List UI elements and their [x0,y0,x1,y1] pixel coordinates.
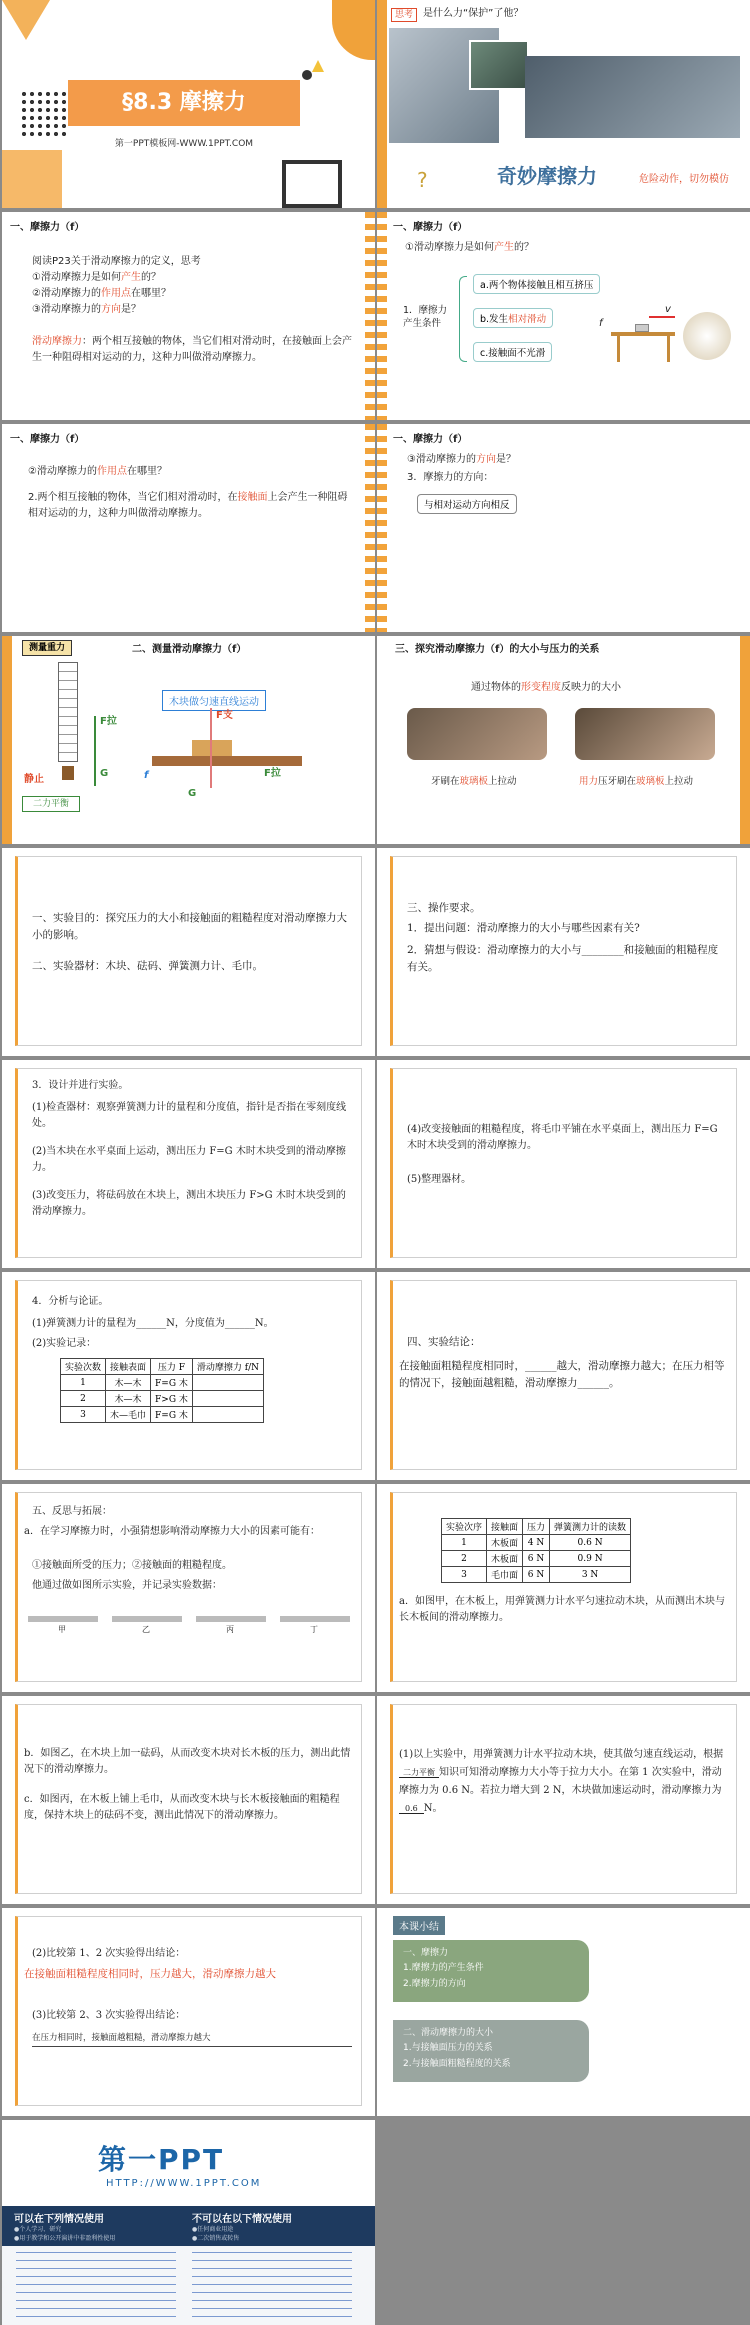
slide-towel [377,1060,750,1268]
slide-question-2 [2,1908,375,2116]
slide-data-table [377,1484,750,1692]
square-outline-decor [282,160,342,208]
condition-c: c.接触面不光滑 [473,342,552,362]
analysis-heading: 4．分析与论证。 [32,1296,109,1307]
stripe-decor [377,424,387,632]
link-list-left[interactable] [16,2252,176,2318]
table-cell: 0.9 N [550,1551,631,1567]
question-1: ①滑动摩擦力是如何产生的？ [32,272,161,283]
requirements-heading: 三、操作要求。 [407,902,481,914]
slide-variants [2,1696,375,1904]
summary-line: 2.摩擦力的方向 [403,1978,466,1989]
table-cell: 0.6 N [550,1535,631,1551]
table-cell: 木—木 [106,1391,151,1407]
dot-decor [302,70,312,80]
definition-text: 滑动摩擦力：两个相互接触的物体，当它们相对滑动时，在接触面上会产生一种阻碍相对运动的力，这种力叫做滑动摩擦力。 [32,336,352,363]
condition-label: 1．摩擦力产生条件 [403,305,448,330]
hypothesis-text: a．在学习摩擦力时，小强猜想影响滑动摩擦力大小的因素可能有： [24,1526,320,1537]
equipment-text: 二、实验器材：木块、砝码、弹簧测力计、毛巾。 [32,960,263,972]
cannot-use-heading: 不可以在以下情况使用 [192,2214,292,2225]
condition-a: a.两个物体接触且相互挤压 [473,274,600,294]
warning-text: 危险动作，切勿模仿 [639,174,729,185]
table-cell [192,1407,263,1423]
pull-force-label: F拉 [264,768,281,779]
table-cell: 1 [442,1535,487,1551]
support-force-label: F支 [216,710,233,721]
balance-tag: 二力平衡 [22,796,80,812]
vertical-force-line [210,708,212,788]
direction-answer: 与相对运动方向相反 [417,494,517,514]
table-diagram [611,332,675,336]
table-cell: 木—木 [106,1375,151,1391]
summary-line: 1.摩擦力的产生条件 [403,1963,484,1974]
compare-1-2: (2)比较第 1、2 次实验得出结论： [32,1948,186,1959]
diagram-label: 乙 [142,1625,150,1634]
table-header: 滑动摩擦力 f/N [192,1359,263,1375]
gravity-label: G [100,768,109,779]
compare-2-3: (3)比较第 2、3 次实验得出结论： [32,2010,186,2021]
summary-line: 1.与接触面压力的关系 [403,2043,493,2054]
diagram-jia [28,1616,98,1622]
link-list-right[interactable] [192,2252,352,2318]
variant-c-text: c．如图丙，在木板上铺上毛巾，从而改变木块与长木板接触面的粗糙程度，保持木块上的砝码不变，测出此情况下的滑动摩擦力。 [24,1794,340,1821]
zoom-circle [683,312,731,360]
table-cell: 1 [61,1375,106,1391]
table-cell: 6 N [523,1551,550,1567]
slide-application-point [2,424,375,632]
record-heading: (2)实验记录： [32,1338,97,1349]
summary-block-2 [393,2020,589,2082]
logo-url: HTTP://WWW.1PPT.COM [106,2178,262,2189]
think-tag: 思考 [391,8,417,22]
table-row [442,1535,631,1551]
table-cell: F>G 木 [151,1391,193,1407]
table-row [61,1375,264,1391]
table-cell: 4 N [523,1535,550,1551]
slide-definition [2,212,375,420]
question-1-text: (1)以上实验中，用弹簧测力计水平拉动木块，使其做匀速直线运动，根据二力平衡 知识可知滑动摩擦力大小等于拉力大小。在第 1 次实验中，滑动摩擦力为 0.6 N。若拉力增大到 2 N，木块做加速运动时，滑动摩擦力为0.6 N。 [399,1749,724,1814]
think-question: 是什么力“保护”了他？ [423,8,524,19]
summary-line: 二、滑动摩擦力的大小 [403,2028,494,2038]
diagram-label: 丁 [310,1625,318,1634]
stripe-decor [377,212,387,420]
slide-purpose [2,848,375,1056]
step-table: (2)当木块在水平桌面上运动，测出压力 F=G 木时木块受到的滑动摩擦力。 [32,1146,346,1173]
pressure-subtitle: 通过物体的形变程度反映力的大小 [471,682,621,693]
diagram-label: 丙 [226,1625,234,1634]
question-text: ②滑动摩擦力的作用点在哪里？ [28,466,167,477]
friction-label: f [144,770,149,781]
summary-line: 2.与接触面粗糙程度的关系 [403,2058,511,2069]
table-cell: 2 [442,1551,487,1567]
caption-1: 牙刷在玻璃板上拉动 [431,776,517,787]
table-cell: 3 [61,1407,106,1423]
variant-b-text: b．如图乙，在木块上加一砝码，从而改变木块对长木板的压力，测出此情况下的滑动摩擦力。 [24,1748,351,1775]
logo-text: 第一PPT [98,2143,225,2176]
table-row [61,1407,264,1423]
small-triangle-decor [312,60,324,72]
can-use-heading: 可以在下列情况使用 [14,2214,104,2225]
experiment-note: 他通过做如图所示实验，并记录实验数据： [32,1580,222,1591]
table-header: 弹簧测力计的读数 [550,1519,631,1535]
conclusion-1-2: 在接触面粗糙程度相同时，压力越大，滑动摩擦力越大 [24,1968,276,1980]
section-heading: 一、摩擦力（f） [10,434,85,445]
uniform-motion-box: 木块做匀速直线运动 [162,690,266,711]
table-row [442,1551,631,1567]
stripe-decor [365,424,375,632]
footer-title: 奇妙摩擦力 [497,164,597,188]
force-line [94,716,96,786]
friction-label: f [599,318,603,329]
toothbrush-photo-2 [575,708,715,760]
block-diagram [192,740,232,756]
conclusion-heading: 四、实验结论： [407,1336,481,1348]
table-cell: F=G 木 [151,1407,193,1423]
section-heading: 一、摩擦力（f） [10,222,85,233]
hypothesis-step: 2．猜想与假设：滑动摩擦力的大小与________和接触面的粗糙程度有关。 [407,944,719,973]
climber-photo [469,40,529,90]
table-leg [617,336,620,362]
table-cell: 3 N [550,1567,631,1583]
answer-text: 2.两个相互接触的物体，当它们相对滑动时，在接触面上会产生一种阻碍相对运动的力，这种力叫做滑动摩擦力。 [28,492,348,519]
section-heading: 一、摩擦力（f） [393,434,468,445]
summary-line: 一、摩擦力 [403,1948,449,1958]
record-table [60,1358,264,1423]
conclusion-text: 在接触面粗糙程度相同时，______越大，滑动摩擦力越大；在压力相等的情况下，接触面越粗糙，滑动摩擦力______。 [399,1360,725,1389]
intro-text: 阅读P23关于滑动摩擦力的定义，思考 [32,256,201,267]
slide-direction [377,424,750,632]
purpose-text: 一、实验目的：探究压力的大小和接触面的粗糙程度对滑动摩擦力大小的影响。 [32,912,347,941]
toothbrush-photo-1 [407,708,547,760]
table-cell: 2 [61,1391,106,1407]
slide-pressure [377,636,750,844]
slide-conclusion [377,1272,750,1480]
brace-icon [459,276,467,362]
pressure-title: 三、探究滑动摩擦力（f）的大小与压力的关系 [395,644,600,655]
slide-frame [390,1068,737,1258]
table-header: 接触表面 [106,1359,151,1375]
step-towel: (4)改变接触面的粗糙程度，将毛巾平铺在水平桌面上，测出压力 F=G 木时木块受到的滑动摩擦力。 [407,1124,718,1151]
factors-text: ①接触面所受的压力；②接触面的粗糙程度。 [32,1560,232,1571]
step-check: (1)检查器材：观察弹簧测力计的量程和分度值，指针是否指在零刻度线处。 [32,1102,347,1129]
measure-title: 二、测量滑动摩擦力（f） [132,644,247,655]
table-cell: 3 [442,1567,487,1583]
section-heading: 一、摩擦力（f） [393,222,468,233]
diagram-label: 甲 [58,1625,66,1634]
table-header: 实验次数 [61,1359,106,1375]
caption-2: 用力压牙刷在玻璃板上拉动 [579,776,694,787]
table-cell: F=G 木 [151,1375,193,1391]
block-decor [2,150,62,208]
table-note: a．如图甲，在木板上，用弹簧测力计水平匀速拉动木块，从而测出木块与长木板间的滑动摩擦力。 [399,1596,725,1623]
dot-grid-decor [20,90,68,138]
corner-decor [332,0,375,60]
table-cell: 木板面 [487,1551,523,1567]
design-heading: 3．设计并进行实验。 [32,1080,129,1091]
slide-frame [15,856,362,1046]
table-row [442,1567,631,1583]
reflection-heading: 五、反思与拓展： [32,1506,112,1517]
slide-design [2,1060,375,1268]
table-header: 压力 F [151,1359,193,1375]
table-header: 实验次序 [442,1519,487,1535]
triangle-decor [2,0,50,40]
slide-requirements [377,848,750,1056]
question-text: ①滑动摩擦力是如何产生的？ [405,242,534,253]
table-cell: 木—毛巾 [106,1407,151,1423]
measure-gravity-tag: 测量重力 [22,640,72,656]
table-header: 接触面 [487,1519,523,1535]
tension-label: F拉 [100,716,117,727]
orange-bar [740,636,750,844]
table-header: 压力 [523,1519,550,1535]
table-cell: 木板面 [487,1535,523,1551]
conclusion-2-3: 在压力相同时，接触面越粗糙，滑动摩擦力越大 [32,2032,352,2047]
board-diagram [152,756,302,766]
gravity-label-2: G [188,788,197,799]
slide-summary [377,1908,750,2116]
slide-think [377,0,750,208]
question-text: ③滑动摩擦力的方向是？ [407,454,516,465]
slide-conditions [377,212,750,420]
cannot-use-text: ●任何商业用途 ●二次销售或转售 [192,2226,240,2242]
slide-subtitle: 第一PPT模板网-WWW.1PPT.COM [114,139,254,149]
step-weight: (3)改变压力，将砝码放在木块上，测出木块压力 F>G 木时木块受到的滑动摩擦力。 [32,1190,346,1217]
orange-bar [377,0,387,208]
summary-tag: 本课小结 [393,1916,445,1935]
weight-icon [62,766,74,780]
table-cell: 毛巾面 [487,1567,523,1583]
table-cell [192,1375,263,1391]
block-diagram [635,324,649,332]
range-question: (1)弹簧测力计的量程为______N，分度值为______N。 [32,1318,274,1329]
velocity-arrow [649,316,675,318]
slide-analysis [2,1272,375,1480]
question-3: ③滑动摩擦力的方向是？ [32,304,141,315]
velocity-label: v [665,304,671,315]
question-mark-icon: ? [417,168,428,192]
still-label: 静止 [24,774,44,785]
can-use-text: ●个人学习、研究 ●用于教学和公开演讲中非盈利性使用 [14,2226,116,2242]
spring-scale-icon [58,662,78,762]
diagram-yi [112,1616,182,1622]
orange-bar [2,636,12,844]
summary-block-1 [393,1940,589,2002]
data-table [441,1518,631,1583]
rooftop-photo [525,56,740,138]
diagram-ding [280,1616,350,1622]
step-clean: (5)整理器材。 [407,1174,472,1185]
table-cell: 6 N [523,1567,550,1583]
condition-b: b.发生相对滑动 [473,308,553,328]
diagram-bing [196,1616,266,1622]
question-2: ②滑动摩擦力的作用点在哪里？ [32,288,171,299]
slide-measure [2,636,375,844]
slide-reflection [2,1484,375,1692]
slide-question-1 [377,1696,750,1904]
slide-title [2,0,375,208]
table-cell [192,1391,263,1407]
stripe-decor [365,212,375,420]
question-step: 1．提出问题：滑动摩擦力的大小与哪些因素有关? [407,922,640,934]
table-row [61,1391,264,1407]
table-leg [667,336,670,362]
slide-ad [2,2120,375,2325]
slide-title-text: §8.3 摩擦力 [68,80,300,126]
direction-heading: 3．摩擦力的方向： [407,472,494,483]
